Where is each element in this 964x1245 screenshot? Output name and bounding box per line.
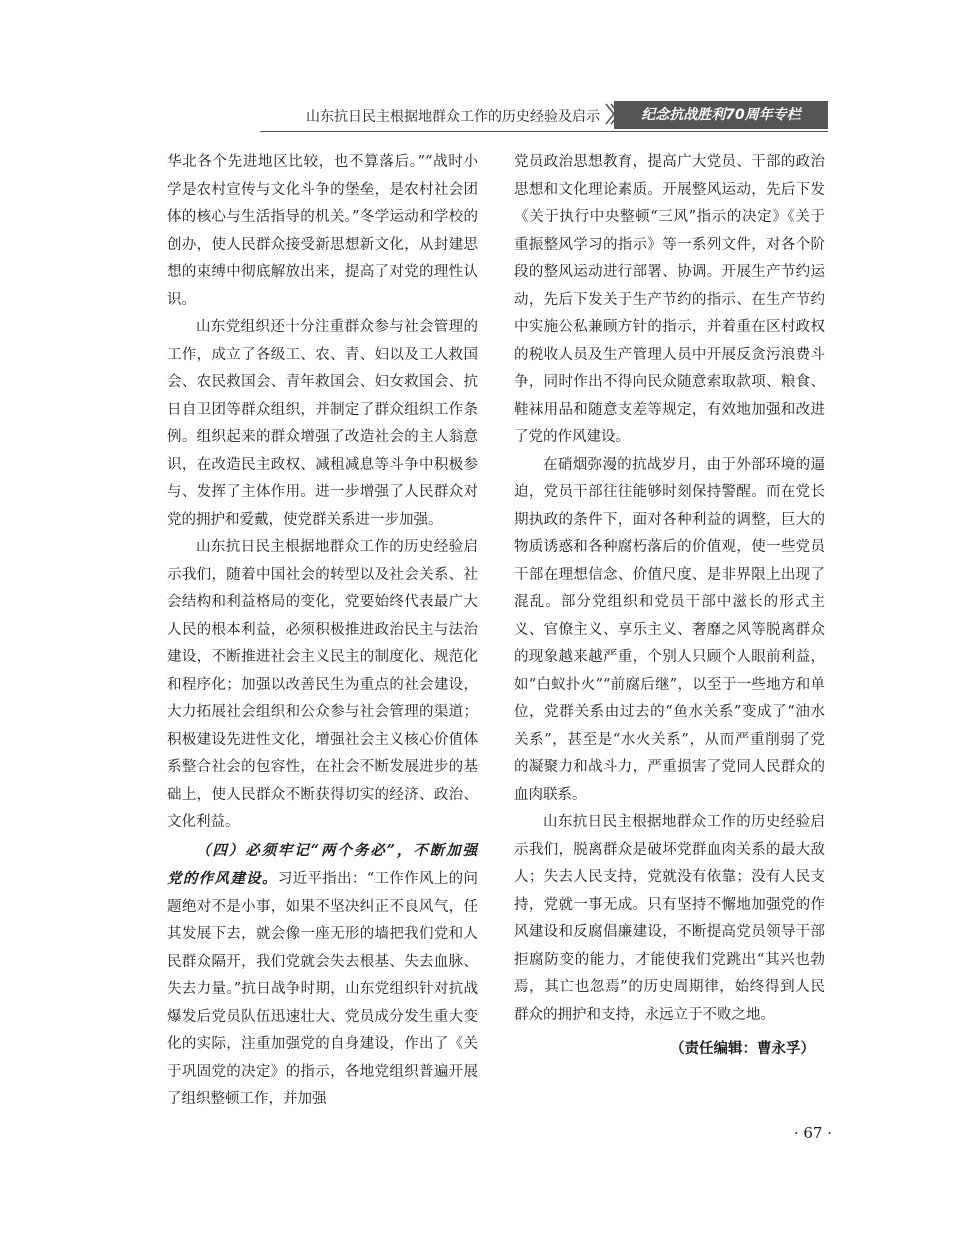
paragraph-body: 习近平指出：“工作作风上的问题绝对不是小事，如果不坚决纠正不良风气，任其发展下去，就会像一座无形的墙把我们党和人民群众隔开，我们党就会失去根基、失去血脉、失去力量。”抗日战争时期，山东党组织针对抗战爆发后党员队伍迅速壮大、党员成分发生重大变化的实际，注重加强党的自身建设，作出了《关于巩固党的决定》的指示，各地党组织普遍开展了组织整顿工作，并加强 (167, 871, 478, 1107)
left-column (167, 149, 478, 1114)
running-header (260, 98, 828, 132)
article-title: 山东抗日民主根据地群众工作的历史经验及启示 (306, 109, 600, 125)
section-heading: （四）必须牢记“两个务必”，不断加强党的作风建设。 (167, 841, 478, 887)
paragraph: 在硝烟弥漫的抗战岁月，由于外部环境的逼迫，党员干部往往能够时刻保持警醒。而在党长期执政的条件下，面对各种利益的调整，巨大的物质诱惑和各种腐朽落后的价值观，使一些党员干部在理想信念、价值尺度、是非界限上出现了混乱。部分党组织和党员干部中滋长的形式主义、官僚主义、享乐主义、奢靡之风等脱离群众的现象越来越严重，个别人只顾个人眼前利益，如“白蚁扑火”“前腐后继”，以至于一些地方和单位，党群关系由过去的“鱼水关系”变成了“油水关系”，甚至是“水火关系”，从而严重削弱了党的凝聚力和战斗力，严重损害了党同人民群众的血肉联系。 (514, 456, 825, 803)
paragraph: 山东抗日民主根据地群众工作的历史经验启示我们，脱离群众是破坏党群血肉关系的最大敌人；失去人民支持，党就没有依靠；没有人民支持，党就一事无成。只有坚持不懈地加强党的作风建设和反腐倡廉建设，不断提高党员领导干部拒腐防变的能力，才能使我们党跳出“其兴也勃焉，其亡也忽焉”的历史周期律，始终得到人民群众的拥护和支持，永远立于不败之地。 (514, 814, 825, 1023)
page-number: · 67 · (793, 1124, 832, 1142)
paragraph (167, 837, 478, 1114)
column-title-badge: 纪念抗战胜利70周年专栏 (614, 101, 828, 129)
paragraph: 党员政治思想教育，提高广大党员、干部的政治思想和文化理论素质。开展整风运动，先后下发《关于执行中央整顿“三风”指示的决定》《关于重振整风学习的指示》等一系列文件，对各个阶段的整风运动进行部署、协调。开展生产节约运动，先后下发关于生产节约的指示、在生产节约中实施公私兼顾方针的指示，并着重在区村政权的税收人员及生产管理人员中开展反贪污浪费斗争，同时作出不得向民众随意索取款项、粮食、鞋袜用品和随意支差等规定，有效地加强和改进了党的作风建设。 (514, 154, 825, 445)
header-rule (260, 131, 828, 132)
editor-credit: （责任编辑：曹永孚） (670, 1040, 815, 1057)
paragraph: 山东抗日民主根据地群众工作的历史经验启示我们，随着中国社会的转型以及社会关系、社会结构和利益格局的变化，党要始终代表最广大人民的根本利益，必须积极推进政治民主与法治建设，不断推进社会主义民主的制度化、规范化和程序化；加强以改善民生为重点的社会建设，大力拓展社会组织和公众参与社会管理的渠道；积极建设先进性文化，增强社会主义核心价值体系整合社会的包容性，在社会不断发展进步的基础上，使人民群众不断获得切实的经济、政治、文化利益。 (167, 539, 478, 830)
paragraph: 华北各个先进地区比较，也不算落后。”“战时小学是农村宣传与文化斗争的堡垒，是农村社会团体的核心与生活指导的机关。”冬学运动和学校的创办，使人民群众接受新思想新文化，从封建思想的束缚中彻底解放出来，提高了对党的理性认识。 (167, 154, 478, 308)
right-column (514, 149, 825, 1063)
paragraph: 山东党组织还十分注重群众参与社会管理的工作，成立了各级工、农、青、妇以及工人救国会、农民救国会、青年救国会、妇女救国会、抗日自卫团等群众组织，并制定了群众组织工作条例。组织起来的群众增强了改造社会的主人翁意识，在改造民主政权、减租减息等斗争中积极参与、发挥了主体作用。进一步增强了人民群众对党的拥护和爱戴，使党群关系进一步加强。 (167, 319, 478, 528)
